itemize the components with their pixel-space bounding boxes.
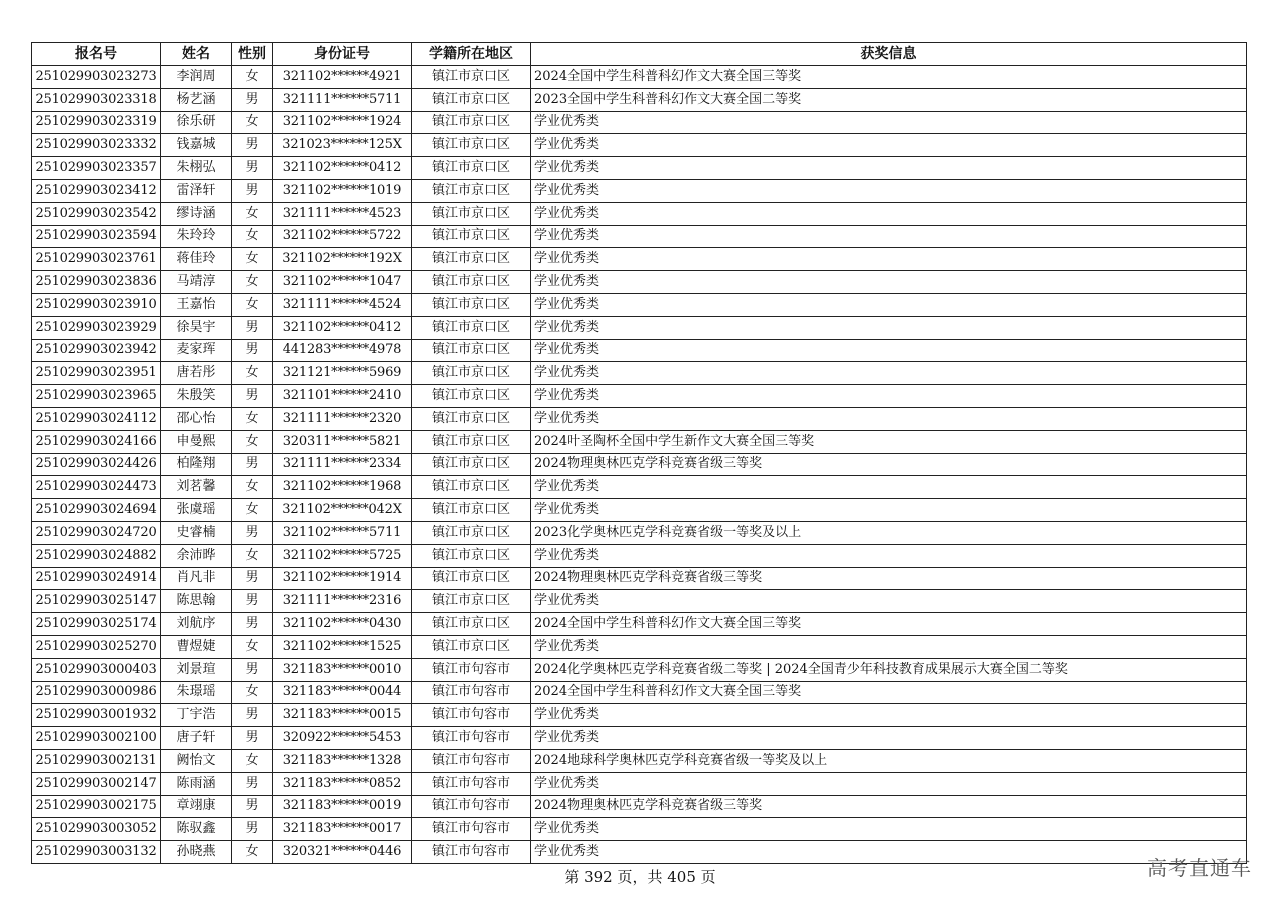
id-card-cell: 320321******0446: [273, 841, 412, 864]
region-cell: 镇江市句容市: [412, 681, 531, 704]
region-cell: 镇江市京口区: [412, 157, 531, 180]
table-row: [32, 430, 1247, 453]
name-cell: 余沛晔: [161, 544, 232, 567]
id-card-cell: 321111******5711: [273, 88, 412, 111]
gender-cell: 男: [232, 590, 273, 613]
table-row: [32, 521, 1247, 544]
gender-cell: 女: [232, 225, 273, 248]
id-card-cell: 321111******4523: [273, 202, 412, 225]
name-cell: 陈思翰: [161, 590, 232, 613]
award-cell: 2024物理奥林匹克学科竞赛省级三等奖: [531, 795, 1247, 818]
table-row: [32, 567, 1247, 590]
registration-no-cell: 251029903000403: [32, 658, 161, 681]
gender-cell: 女: [232, 544, 273, 567]
table-row: [32, 385, 1247, 408]
award-cell: 学业优秀类: [531, 157, 1247, 180]
registration-no-cell: 251029903023951: [32, 362, 161, 385]
gender-cell: 男: [232, 339, 273, 362]
award-cell: 学业优秀类: [531, 271, 1247, 294]
id-card-cell: 441283******4978: [273, 339, 412, 362]
id-card-cell: 321111******2320: [273, 407, 412, 430]
name-cell: 刘茗馨: [161, 476, 232, 499]
gender-cell: 男: [232, 385, 273, 408]
table-row: [32, 704, 1247, 727]
registration-no-cell: 251029903024694: [32, 499, 161, 522]
registration-no-cell: 251029903024720: [32, 521, 161, 544]
page-number: 第 392 页，共 405 页: [564, 868, 716, 886]
award-cell: 2024全国中学生科普科幻作文大赛全国三等奖: [531, 681, 1247, 704]
registration-no-cell: 251029903023542: [32, 202, 161, 225]
id-card-cell: 321102******1047: [273, 271, 412, 294]
name-cell: 马靖淳: [161, 271, 232, 294]
gender-cell: 女: [232, 476, 273, 499]
name-cell: 王嘉怡: [161, 293, 232, 316]
id-card-cell: 321102******5722: [273, 225, 412, 248]
id-card-cell: 321183******1328: [273, 749, 412, 772]
registration-no-cell: 251029903023910: [32, 293, 161, 316]
table-row: [32, 841, 1247, 864]
region-cell: 镇江市京口区: [412, 248, 531, 271]
registration-no-cell: 251029903002147: [32, 772, 161, 795]
region-cell: 镇江市句容市: [412, 772, 531, 795]
region-cell: 镇江市句容市: [412, 749, 531, 772]
award-cell: 学业优秀类: [531, 704, 1247, 727]
name-cell: 李润周: [161, 66, 232, 89]
gender-cell: 女: [232, 248, 273, 271]
table-row: [32, 658, 1247, 681]
id-card-cell: 321183******0015: [273, 704, 412, 727]
id-card-cell: 321102******1924: [273, 111, 412, 134]
id-card-cell: 321102******0430: [273, 613, 412, 636]
table-row: [32, 248, 1247, 271]
award-cell: 学业优秀类: [531, 179, 1247, 202]
table-row: [32, 362, 1247, 385]
award-cell: 学业优秀类: [531, 134, 1247, 157]
gender-cell: 男: [232, 567, 273, 590]
award-cell: 学业优秀类: [531, 339, 1247, 362]
award-cell: 学业优秀类: [531, 316, 1247, 339]
region-cell: 镇江市京口区: [412, 453, 531, 476]
id-card-cell: 321102******0412: [273, 157, 412, 180]
table-row: [32, 476, 1247, 499]
gender-cell: 男: [232, 453, 273, 476]
award-cell: 学业优秀类: [531, 590, 1247, 613]
award-cell: 2024地球科学奥林匹克学科竞赛省级一等奖及以上: [531, 749, 1247, 772]
registration-no-cell: 251029903023761: [32, 248, 161, 271]
award-cell: 2023化学奥林匹克学科竞赛省级一等奖及以上: [531, 521, 1247, 544]
region-cell: 镇江市京口区: [412, 293, 531, 316]
region-cell: 镇江市京口区: [412, 202, 531, 225]
name-cell: 徐昊宇: [161, 316, 232, 339]
name-cell: 章翊康: [161, 795, 232, 818]
watermark-text: 高考直通车: [1147, 856, 1252, 880]
name-cell: 雷泽轩: [161, 179, 232, 202]
name-cell: 张虞瑶: [161, 499, 232, 522]
award-cell: 学业优秀类: [531, 248, 1247, 271]
award-cell: 学业优秀类: [531, 727, 1247, 750]
region-cell: 镇江市京口区: [412, 476, 531, 499]
name-cell: 徐乐研: [161, 111, 232, 134]
region-cell: 镇江市句容市: [412, 795, 531, 818]
registration-no-cell: 251029903000986: [32, 681, 161, 704]
gender-cell: 女: [232, 66, 273, 89]
id-card-cell: 321102******192X: [273, 248, 412, 271]
table-row: [32, 157, 1247, 180]
gender-cell: 男: [232, 727, 273, 750]
name-cell: 朱栩弘: [161, 157, 232, 180]
award-cell: 学业优秀类: [531, 385, 1247, 408]
region-cell: 镇江市京口区: [412, 134, 531, 157]
region-cell: 镇江市京口区: [412, 88, 531, 111]
id-card-cell: 321102******4921: [273, 66, 412, 89]
registration-no-cell: 251029903024166: [32, 430, 161, 453]
region-cell: 镇江市京口区: [412, 567, 531, 590]
table-row: [32, 818, 1247, 841]
registration-no-cell: 251029903002100: [32, 727, 161, 750]
name-cell: 曹煜婕: [161, 635, 232, 658]
table-row: [32, 271, 1247, 294]
id-card-cell: 321102******042X: [273, 499, 412, 522]
region-cell: 镇江市京口区: [412, 407, 531, 430]
header-id-card: 身份证号: [273, 43, 412, 66]
registration-no-cell: 251029903024473: [32, 476, 161, 499]
name-cell: 孙晓燕: [161, 841, 232, 864]
table-row: [32, 795, 1247, 818]
gender-cell: 女: [232, 362, 273, 385]
name-cell: 陈雨涵: [161, 772, 232, 795]
header-registration-no: 报名号: [32, 43, 161, 66]
gender-cell: 男: [232, 157, 273, 180]
registration-no-cell: 251029903023319: [32, 111, 161, 134]
award-cell: 学业优秀类: [531, 111, 1247, 134]
registration-no-cell: 251029903024112: [32, 407, 161, 430]
award-cell: 2024叶圣陶杯全国中学生新作文大赛全国三等奖: [531, 430, 1247, 453]
gender-cell: 女: [232, 293, 273, 316]
roster-body: [32, 66, 1247, 864]
region-cell: 镇江市京口区: [412, 179, 531, 202]
region-cell: 镇江市京口区: [412, 613, 531, 636]
registration-no-cell: 251029903023836: [32, 271, 161, 294]
registration-no-cell: 251029903023332: [32, 134, 161, 157]
region-cell: 镇江市京口区: [412, 271, 531, 294]
table-row: [32, 681, 1247, 704]
region-cell: 镇江市京口区: [412, 635, 531, 658]
gender-cell: 男: [232, 613, 273, 636]
award-cell: 学业优秀类: [531, 202, 1247, 225]
gender-cell: 女: [232, 430, 273, 453]
id-card-cell: 321102******0412: [273, 316, 412, 339]
registration-no-cell: 251029903024882: [32, 544, 161, 567]
registration-no-cell: 251029903024426: [32, 453, 161, 476]
award-cell: 2024全国中学生科普科幻作文大赛全国三等奖: [531, 613, 1247, 636]
gender-cell: 女: [232, 635, 273, 658]
id-card-cell: 321102******1968: [273, 476, 412, 499]
award-cell: 学业优秀类: [531, 544, 1247, 567]
name-cell: 陈驭鑫: [161, 818, 232, 841]
name-cell: 朱璟瑶: [161, 681, 232, 704]
award-cell: 2024化学奥林匹克学科竞赛省级二等奖 | 2024全国青少年科技教育成果展示大赛全国二等奖: [531, 658, 1247, 681]
award-roster-table: [31, 42, 1247, 864]
id-card-cell: 321101******2410: [273, 385, 412, 408]
table-row: [32, 407, 1247, 430]
gender-cell: 女: [232, 749, 273, 772]
gender-cell: 女: [232, 202, 273, 225]
award-cell: 学业优秀类: [531, 225, 1247, 248]
id-card-cell: 321102******5711: [273, 521, 412, 544]
gender-cell: 男: [232, 704, 273, 727]
registration-no-cell: 251029903025174: [32, 613, 161, 636]
table-row: [32, 590, 1247, 613]
table-row: [32, 772, 1247, 795]
gender-cell: 女: [232, 407, 273, 430]
name-cell: 柏隆翔: [161, 453, 232, 476]
region-cell: 镇江市句容市: [412, 841, 531, 864]
region-cell: 镇江市京口区: [412, 111, 531, 134]
registration-no-cell: 251029903002175: [32, 795, 161, 818]
table-row: [32, 293, 1247, 316]
table-row: [32, 111, 1247, 134]
award-cell: 2024物理奥林匹克学科竞赛省级三等奖: [531, 453, 1247, 476]
gender-cell: 男: [232, 772, 273, 795]
header-name: 姓名: [161, 43, 232, 66]
table-row: [32, 134, 1247, 157]
table-row: [32, 749, 1247, 772]
name-cell: 刘景瑄: [161, 658, 232, 681]
region-cell: 镇江市京口区: [412, 430, 531, 453]
name-cell: 史睿楠: [161, 521, 232, 544]
name-cell: 邵心怡: [161, 407, 232, 430]
name-cell: 朱殷笑: [161, 385, 232, 408]
id-card-cell: 321121******5969: [273, 362, 412, 385]
region-cell: 镇江市京口区: [412, 339, 531, 362]
region-cell: 镇江市句容市: [412, 704, 531, 727]
header-region: 学籍所在地区: [412, 43, 531, 66]
award-cell: 学业优秀类: [531, 476, 1247, 499]
region-cell: 镇江市句容市: [412, 658, 531, 681]
gender-cell: 男: [232, 818, 273, 841]
name-cell: 阙怡文: [161, 749, 232, 772]
gender-cell: 女: [232, 111, 273, 134]
table-row: [32, 316, 1247, 339]
id-card-cell: 321111******2316: [273, 590, 412, 613]
name-cell: 肖凡非: [161, 567, 232, 590]
region-cell: 镇江市京口区: [412, 499, 531, 522]
region-cell: 镇江市京口区: [412, 66, 531, 89]
table-row: [32, 88, 1247, 111]
registration-no-cell: 251029903023942: [32, 339, 161, 362]
id-card-cell: 321111******2334: [273, 453, 412, 476]
gender-cell: 男: [232, 134, 273, 157]
id-card-cell: 321183******0019: [273, 795, 412, 818]
registration-no-cell: 251029903024914: [32, 567, 161, 590]
gender-cell: 男: [232, 521, 273, 544]
registration-no-cell: 251029903003132: [32, 841, 161, 864]
id-card-cell: 321102******1525: [273, 635, 412, 658]
name-cell: 蒋佳玲: [161, 248, 232, 271]
name-cell: 缪诗涵: [161, 202, 232, 225]
region-cell: 镇江市京口区: [412, 521, 531, 544]
registration-no-cell: 251029903003052: [32, 818, 161, 841]
id-card-cell: 321183******0017: [273, 818, 412, 841]
region-cell: 镇江市京口区: [412, 385, 531, 408]
table-row: [32, 202, 1247, 225]
id-card-cell: 321183******0010: [273, 658, 412, 681]
region-cell: 镇江市京口区: [412, 225, 531, 248]
registration-no-cell: 251029903023412: [32, 179, 161, 202]
id-card-cell: 320311******5821: [273, 430, 412, 453]
gender-cell: 男: [232, 658, 273, 681]
award-cell: 学业优秀类: [531, 499, 1247, 522]
registration-no-cell: 251029903025270: [32, 635, 161, 658]
gender-cell: 女: [232, 681, 273, 704]
id-card-cell: 321102******5725: [273, 544, 412, 567]
header-award: 获奖信息: [531, 43, 1247, 66]
gender-cell: 男: [232, 179, 273, 202]
region-cell: 镇江市京口区: [412, 362, 531, 385]
table-row: [32, 635, 1247, 658]
award-cell: 2024全国中学生科普科幻作文大赛全国三等奖: [531, 66, 1247, 89]
registration-no-cell: 251029903025147: [32, 590, 161, 613]
award-cell: 学业优秀类: [531, 818, 1247, 841]
id-card-cell: 321111******4524: [273, 293, 412, 316]
gender-cell: 男: [232, 316, 273, 339]
registration-no-cell: 251029903023965: [32, 385, 161, 408]
registration-no-cell: 251029903023357: [32, 157, 161, 180]
registration-no-cell: 251029903002131: [32, 749, 161, 772]
name-cell: 唐若彤: [161, 362, 232, 385]
registration-no-cell: 251029903023273: [32, 66, 161, 89]
gender-cell: 女: [232, 499, 273, 522]
gender-cell: 女: [232, 841, 273, 864]
table-row: [32, 544, 1247, 567]
table-row: [32, 499, 1247, 522]
gender-cell: 男: [232, 88, 273, 111]
table-row: [32, 727, 1247, 750]
id-card-cell: 321183******0852: [273, 772, 412, 795]
region-cell: 镇江市京口区: [412, 316, 531, 339]
name-cell: 麦家珲: [161, 339, 232, 362]
header-row: [32, 43, 1247, 66]
region-cell: 镇江市京口区: [412, 590, 531, 613]
region-cell: 镇江市句容市: [412, 727, 531, 750]
name-cell: 申曼熙: [161, 430, 232, 453]
name-cell: 朱玲玲: [161, 225, 232, 248]
table-row: [32, 225, 1247, 248]
registration-no-cell: 251029903023929: [32, 316, 161, 339]
award-cell: 学业优秀类: [531, 772, 1247, 795]
gender-cell: 男: [232, 795, 273, 818]
table-row: [32, 453, 1247, 476]
award-cell: 学业优秀类: [531, 293, 1247, 316]
id-card-cell: 320922******5453: [273, 727, 412, 750]
region-cell: 镇江市京口区: [412, 544, 531, 567]
award-cell: 2024物理奥林匹克学科竞赛省级三等奖: [531, 567, 1247, 590]
registration-no-cell: 251029903023594: [32, 225, 161, 248]
registration-no-cell: 251029903023318: [32, 88, 161, 111]
name-cell: 唐子轩: [161, 727, 232, 750]
award-cell: 2023全国中学生科普科幻作文大赛全国二等奖: [531, 88, 1247, 111]
name-cell: 钱嘉城: [161, 134, 232, 157]
award-cell: 学业优秀类: [531, 362, 1247, 385]
award-cell: 学业优秀类: [531, 407, 1247, 430]
name-cell: 丁宇浩: [161, 704, 232, 727]
registration-no-cell: 251029903001932: [32, 704, 161, 727]
table-row: [32, 66, 1247, 89]
header-gender: 性别: [232, 43, 273, 66]
gender-cell: 女: [232, 271, 273, 294]
award-cell: 学业优秀类: [531, 841, 1247, 864]
table-row: [32, 613, 1247, 636]
id-card-cell: 321102******1914: [273, 567, 412, 590]
table-row: [32, 339, 1247, 362]
id-card-cell: 321023******125X: [273, 134, 412, 157]
id-card-cell: 321183******0044: [273, 681, 412, 704]
name-cell: 刘航序: [161, 613, 232, 636]
award-cell: 学业优秀类: [531, 635, 1247, 658]
table-row: [32, 179, 1247, 202]
region-cell: 镇江市句容市: [412, 818, 531, 841]
id-card-cell: 321102******1019: [273, 179, 412, 202]
name-cell: 杨艺涵: [161, 88, 232, 111]
